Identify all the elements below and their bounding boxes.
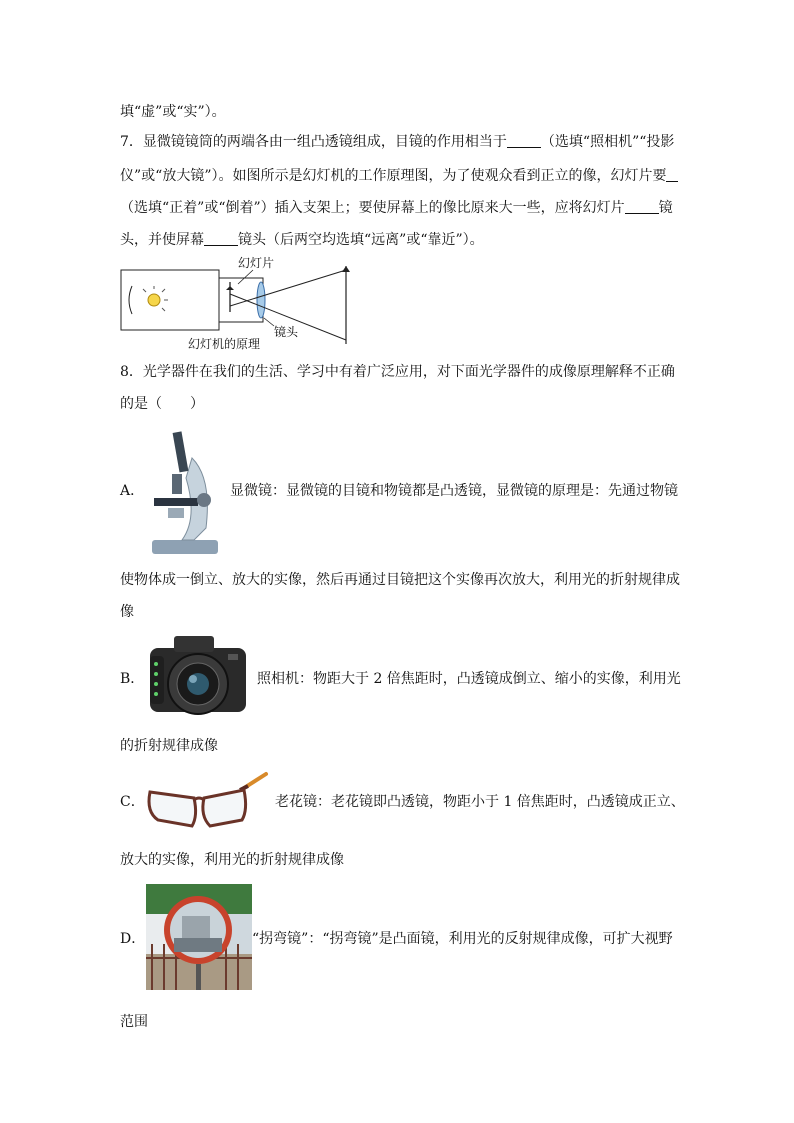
lens-icon — [257, 282, 265, 318]
q7-line-3: （选填“正着”或“倒着”）插入支架上；要使屏幕上的像比原来大一些，应将幻灯片 镜 — [120, 200, 673, 216]
option-d-line-2: 范围 — [120, 1014, 148, 1030]
q7-line-1: 7．显微镜镜筒的两端各由一组凸透镜组成，目镜的作用相当于 （选填“照相机”“投影 — [120, 134, 675, 150]
option-c-letter[interactable]: C． — [120, 794, 145, 810]
projector-box — [121, 270, 219, 330]
option-c-line-1: 老花镜：老花镜即凸透镜，物距小于 1 倍焦距时，凸透镜成正立、 — [275, 794, 685, 810]
option-d-line-1: “拐弯镜”：“拐弯镜”是凸面镜，利用光的反射规律成像，可扩大视野 — [252, 931, 673, 947]
convex-mirror-image — [146, 884, 252, 990]
option-a-line-2: 使物体成一倒立、放大的实像，然后再通过目镜把这个实像再次放大，利用光的折射规律成 — [120, 572, 680, 588]
projector-diagram — [118, 256, 358, 352]
q8-stem-line-2: 的是（ ） — [120, 396, 204, 412]
option-b-line-2: 的折射规律成像 — [120, 738, 218, 754]
option-a-line-3: 像 — [120, 604, 134, 620]
lens-tube — [219, 278, 263, 322]
lens-label: 镜头 — [274, 325, 299, 339]
answer-blank[interactable] — [204, 231, 238, 246]
camera-image — [146, 630, 250, 724]
q6-tail: 填“虚”或“实”）。 — [120, 104, 226, 120]
q7-line-4: 头，并使屏幕 镜头（后两空均选填“远离”或“靠近”）。 — [120, 232, 484, 248]
microscope-image — [146, 428, 226, 556]
diagram-caption: 幻灯机的原理 — [188, 337, 261, 351]
lamp-icon — [143, 286, 168, 311]
option-a-line-1: 显微镜：显微镜的目镜和物镜都是凸透镜，显微镜的原理是：先通过物镜 — [230, 483, 678, 499]
answer-blank[interactable] — [625, 199, 659, 214]
reflector — [129, 286, 132, 314]
answer-blank[interactable] — [507, 133, 541, 148]
option-d-letter[interactable]: D． — [120, 931, 146, 947]
q8-stem-line-1: 8．光学器件在我们的生活、学习中有着广泛应用，对下面光学器件的成像原理解释不正确 — [120, 364, 675, 380]
option-a-letter[interactable]: A． — [120, 483, 145, 499]
q7-line-2: 仪”或“放大镜”）。如图所示是幻灯机的工作原理图，为了使观众看到正立的像，幻灯片要 — [120, 166, 678, 186]
option-b-letter[interactable]: B． — [120, 671, 145, 687]
option-b-line-1: 照相机：物距大于 2 倍焦距时，凸透镜成倒立、缩小的实像，利用光 — [257, 671, 681, 687]
reading-glasses-image — [144, 770, 270, 838]
answer-blank[interactable] — [666, 167, 678, 182]
slide-label: 幻灯片 — [238, 256, 275, 270]
option-c-line-2: 放大的实像，利用光的折射规律成像 — [120, 852, 344, 868]
